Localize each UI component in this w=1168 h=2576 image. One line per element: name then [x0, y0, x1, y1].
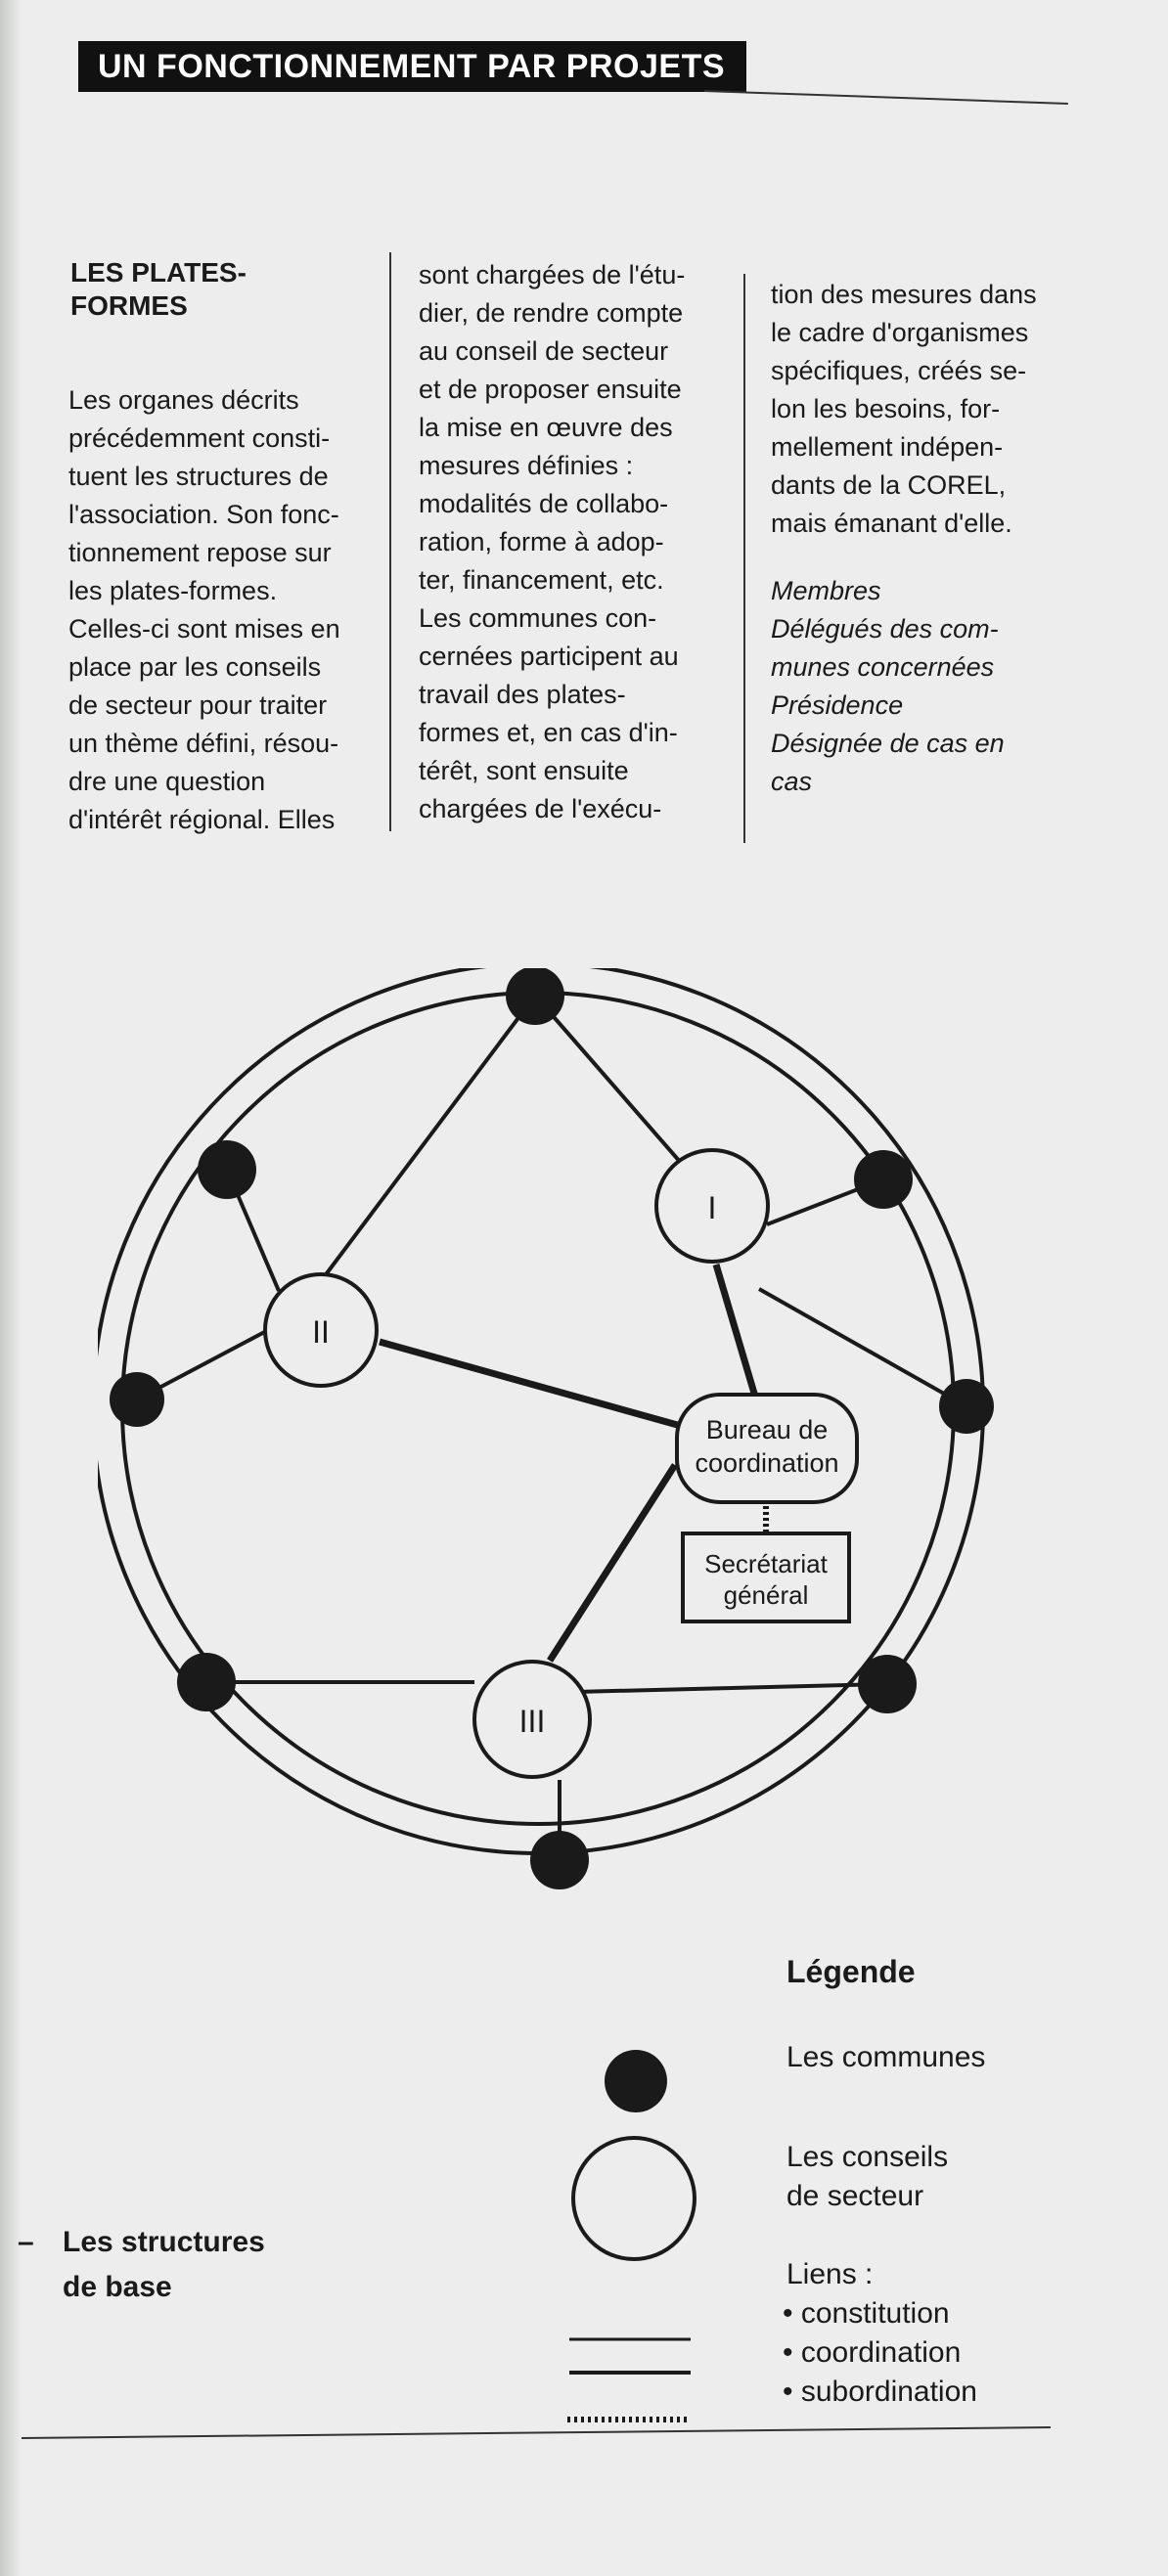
- text-line: de secteur pour traiter: [68, 690, 328, 720]
- caption-line2: de base: [63, 2271, 172, 2303]
- page-edge-shadow: [0, 0, 22, 2576]
- text-line: formes et, en cas d'in-: [419, 718, 678, 747]
- legend-symbols: [558, 2034, 714, 2425]
- text-line: au conseil de secteur: [419, 336, 669, 366]
- link-council-i-to-bureau: [716, 1265, 755, 1397]
- text-line: lon les besoins, for-: [771, 394, 1001, 423]
- section-title-line2: FORMES: [70, 290, 188, 321]
- membership-line: Désignée de cas en: [771, 729, 1005, 758]
- header-rule: [704, 90, 1068, 105]
- text-line: ration, forme à adop-: [419, 527, 664, 556]
- council-label-iii: III: [518, 1704, 546, 1739]
- legend-lien-item: • constitution: [783, 2297, 950, 2330]
- secretariat-general: [683, 1533, 849, 1621]
- membership-line: Membres: [771, 576, 881, 605]
- structure-diagram: [98, 968, 1008, 1907]
- text-line: tuent les structures de: [68, 462, 329, 491]
- column-3-body: [771, 276, 1074, 543]
- figure-caption: [18, 2220, 265, 2310]
- commune-dot: [854, 1150, 913, 1209]
- council-label-i: I: [707, 1190, 717, 1225]
- text-line: chargées de l'exécu-: [419, 794, 662, 823]
- commune-dot: [506, 968, 564, 1025]
- text-line: Celles-ci sont mises en: [68, 614, 340, 644]
- membership-line: Présidence: [771, 690, 904, 720]
- link-council-iii-to-bureau: [550, 1465, 675, 1661]
- commune-dot: [939, 1379, 994, 1434]
- commune-dot: [110, 1372, 164, 1427]
- legend-title: Légende: [786, 1954, 916, 1989]
- text-line: la mise en œuvre des: [419, 413, 673, 442]
- text-line: le cadre d'organismes: [771, 318, 1029, 347]
- text-line: modalités de collabo-: [419, 489, 669, 518]
- bureau-de-coordination: [677, 1395, 857, 1502]
- commune-dot: [858, 1655, 917, 1713]
- column-separator-2: [743, 274, 745, 843]
- section-title-line1: LES PLATES-: [70, 257, 247, 288]
- secretariat-label-line2: général: [723, 1580, 809, 1610]
- council-iii: [474, 1662, 590, 1777]
- link-commune-top-to-council-ii: [321, 996, 535, 1281]
- text-line: mesures définies :: [419, 451, 634, 480]
- text-line: Les communes con-: [419, 603, 657, 633]
- secretariat-label-line1: Secrétariat: [704, 1549, 828, 1578]
- legend-lien-item: • subordination: [783, 2376, 977, 2408]
- legend-liens-items: [783, 2294, 977, 2412]
- legend-conseils-line2: de secteur: [786, 2180, 924, 2212]
- text-line: mais émanant d'elle.: [771, 509, 1012, 538]
- text-line: place par les conseils: [68, 652, 322, 682]
- text-line: mellement indépen-: [771, 432, 1004, 462]
- text-line: dants de la COREL,: [771, 470, 1007, 500]
- text-line: travail des plates-: [419, 680, 626, 709]
- text-line: l'association. Son fonc-: [68, 500, 339, 529]
- bureau-label-line1: Bureau de: [705, 1415, 829, 1444]
- text-line: tion des mesures dans: [771, 280, 1037, 309]
- legend-council-symbol: [573, 2138, 695, 2259]
- text-column-3: [771, 276, 1074, 801]
- commune-dot: [177, 1653, 236, 1711]
- membership-info: [771, 572, 1074, 801]
- link-commune-top-to-council-i: [535, 996, 695, 1178]
- text-line: Les organes décrits: [68, 385, 299, 415]
- link-commune-right-to-council-i: [759, 1289, 966, 1406]
- commune-dot: [198, 1140, 256, 1199]
- legend-commune-symbol: [605, 2050, 667, 2112]
- page-header: UN FONCTIONNEMENT PAR PROJETS: [78, 41, 746, 92]
- caption-line1: Les structures: [63, 2226, 265, 2258]
- legend-conseils-label: [786, 2138, 948, 2216]
- bottom-rule: [22, 2426, 1051, 2439]
- text-line: un thème défini, résou-: [68, 729, 339, 758]
- column-1-body: [68, 381, 382, 839]
- membership-line: cas: [771, 767, 813, 796]
- text-line: spécifiques, créés se-: [771, 356, 1027, 385]
- link-council-ii-to-bureau: [380, 1342, 681, 1426]
- membership-line: munes concernées: [771, 652, 995, 682]
- membership-line: Délégués des com-: [771, 614, 999, 644]
- column-separator-1: [389, 252, 391, 831]
- text-line: sont chargées de l'étu-: [419, 260, 686, 289]
- commune-dot: [530, 1831, 589, 1889]
- text-line: dier, de rendre compte: [419, 298, 684, 328]
- text-line: les plates-formes.: [68, 576, 278, 605]
- text-line: précédemment consti-: [68, 423, 331, 453]
- text-line: ter, financement, etc.: [419, 565, 664, 595]
- text-line: et de proposer ensuite: [419, 375, 682, 404]
- text-line: cernées participent au: [419, 642, 679, 671]
- text-line: dre une question: [68, 767, 266, 796]
- council-i: [656, 1150, 768, 1262]
- text-line: térêt, sont ensuite: [419, 756, 629, 785]
- text-column-1: [68, 254, 382, 839]
- text-line: d'intérêt régional. Elles: [68, 805, 336, 834]
- legend-communes-label: Les communes: [786, 2041, 986, 2073]
- caption-dash: –: [18, 2226, 34, 2258]
- text-line: tionnement repose sur: [68, 538, 332, 567]
- legend-lien-item: • coordination: [783, 2336, 962, 2369]
- council-ii: [265, 1274, 377, 1386]
- text-column-2: [419, 256, 741, 828]
- legend-liens-label: Liens :: [786, 2258, 874, 2290]
- council-label-ii: II: [312, 1314, 330, 1350]
- legend-conseils-line1: Les conseils: [786, 2141, 949, 2173]
- bureau-label-line2: coordination: [695, 1448, 839, 1478]
